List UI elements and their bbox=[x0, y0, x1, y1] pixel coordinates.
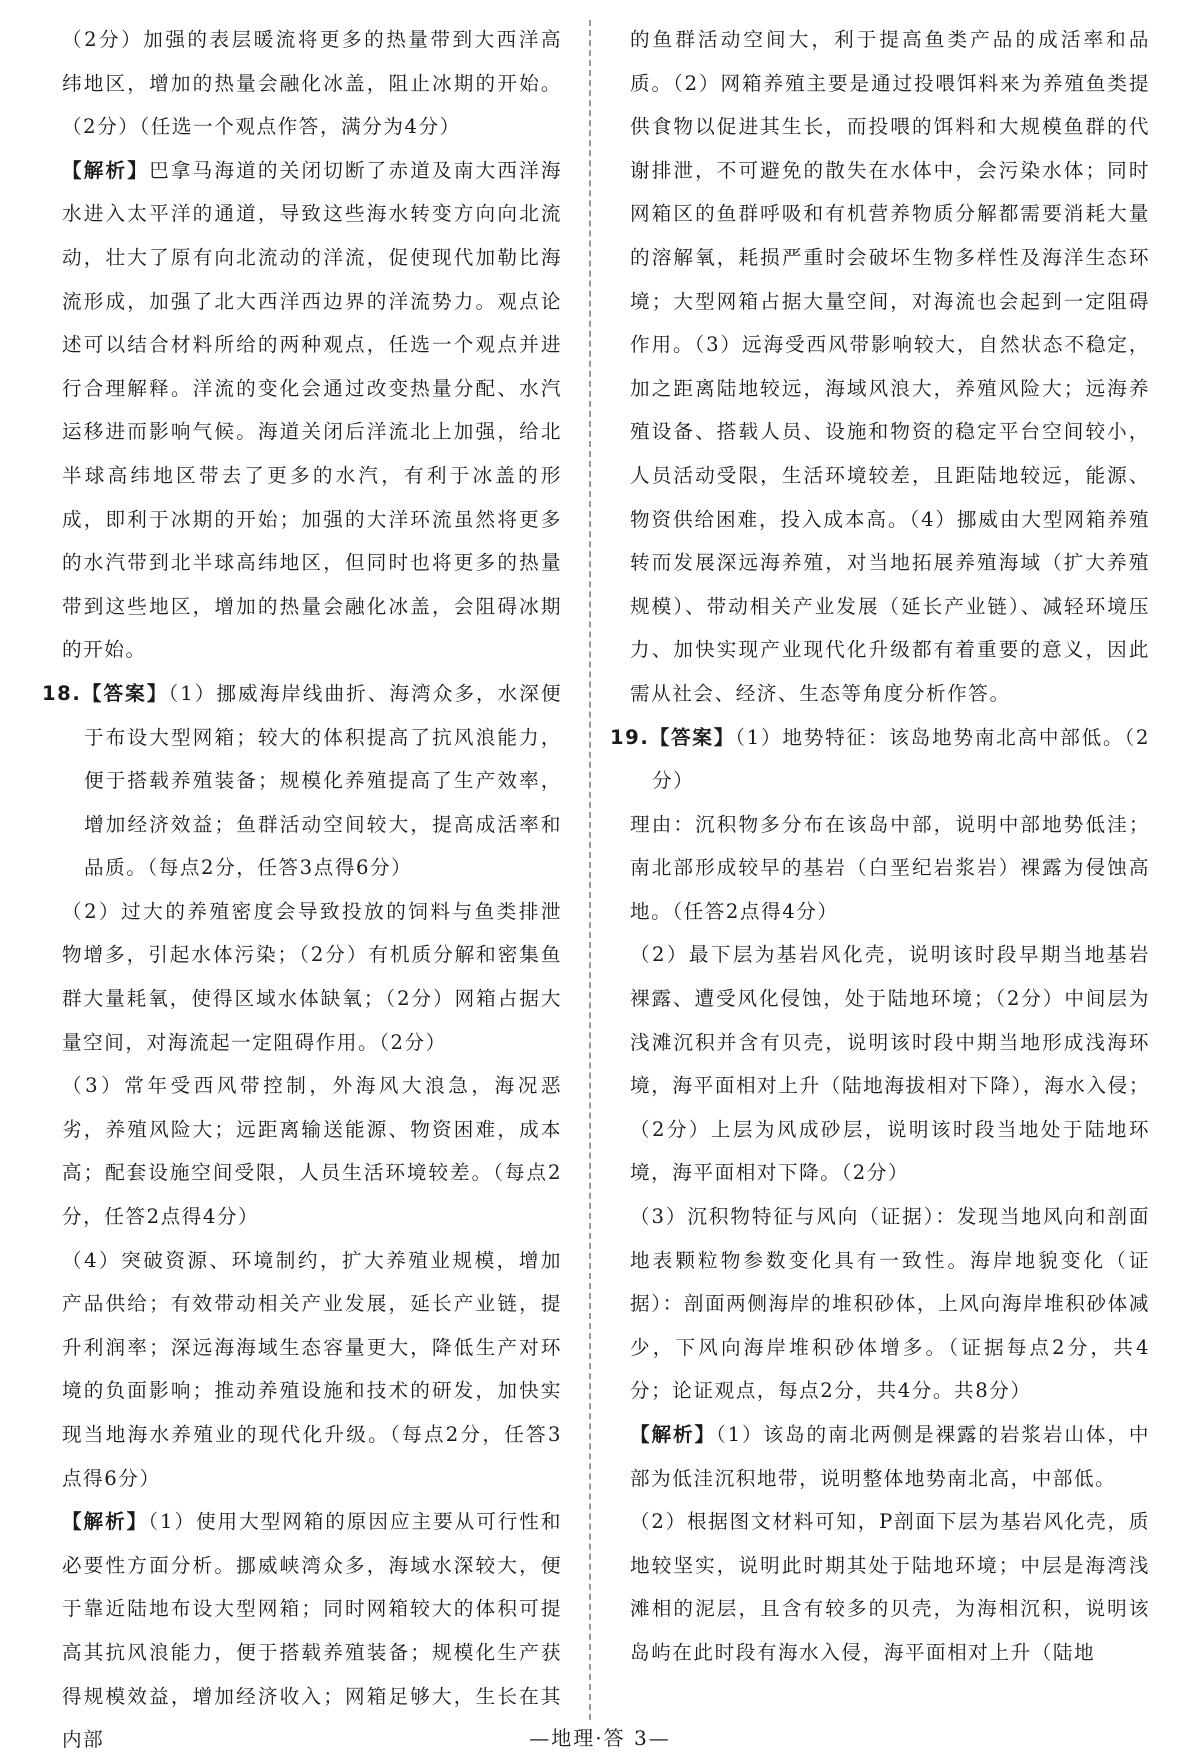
answer-tag: 【答案】 bbox=[649, 725, 736, 749]
q18-number: 18. bbox=[42, 681, 82, 705]
q18-answer-4: （4）突破资源、环境制约，扩大养殖业规模，增加产品供给；有效带动相关产业发展，延长产业链，提升利润率；深远海海域生态容量更大，降低生产对环境的负面影响；推动养殖设施和技术的研发，加快实现当地海水养殖业的现代化升级。（每点2分，任答3点得6分） bbox=[62, 1248, 562, 1490]
answer-tag: 【答案】 bbox=[81, 681, 169, 705]
analysis-tag: 【解析】 bbox=[630, 1423, 716, 1446]
left-column bbox=[42, 18, 562, 1762]
analysis-tag: 【解析】 bbox=[62, 1510, 149, 1534]
q17-answer-tail: （2分）加强的表层暖流将更多的热量带到大西洋高纬地区，增加的热量会融化冰盖，阻止冰期的开始。（2分）（任选一个观点作答，满分为4分） bbox=[62, 28, 562, 139]
q19-answer-1 bbox=[610, 716, 1150, 803]
q17-analysis-text: 巴拿马海道的关闭切断了赤道及南大西洋海水进入太平洋的通道，导致这些海水转变方向向北流动，壮大了原有向北流动的洋流，促使现代加勒比海流形成，加强了北大西洋西边界的洋流势力。观点论述可以结合材料所给的两种观点，任选一个观点并进行合理解释。洋流的变化会通过改变热量分配、水汽运移进而影响气候。海道关闭后洋流北上加强，给北半球高纬地区带去了更多的水汽，有利于冰盖的形成，即利于冰期的开始；加强的大洋环流虽然将更多的水汽带到北半球高纬地区，但同时也将更多的热量带到这些地区，增加的热量会融化冰盖，会阻碍冰期的开始。 bbox=[62, 158, 563, 662]
q18-answer-3: （3）常年受西风带控制，外海风大浪急，海况恶劣，养殖风险大；远距离输送能源、物资困难，成本高；配套设施空间受限，人员生活环境较差。（每点2分，任答2点得4分） bbox=[62, 1074, 562, 1229]
q18-answer-1 bbox=[42, 672, 562, 890]
q18-analysis-cont: 的鱼群活动空间大，利于提高鱼类产品的成活率和品质。（2）网箱养殖主要是通过投喂饵料来为养殖鱼类提供食物以促进其生长，而投喂的饵料和大规模鱼群的代谢排泄，不可避免的散失在水体中，会污染水体；同时网箱区的鱼群呼吸和有机营养物质分解都需要消耗大量的溶解氧，耗损严重时会破坏生物多样性及海洋生态环境；大型网箱占据大量空间，对海流也会起到一定阻碍作用。（3）远海受西风带影响较大，自然状态不稳定，加之距离陆地较远，海域风浪大，养殖风险大；远海养殖设备、搭载人员、设施和物资的稳定平台空间较小，人员活动受限，生活环境较差，且距陆地较远，能源、物资供给困难，投入成本高。（4）挪威由大型网箱养殖转而发展深远海养殖，对当地拓展养殖海域（扩大养殖规模）、带动相关产业发展（延长产业链）、减轻环境压力、加快实现产业现代化升级都有着重要的意义，因此需从社会、经济、生态等角度分析作答。 bbox=[630, 28, 1150, 705]
q19-analysis-2: （2）根据图文材料可知，P剖面下层为基岩风化壳，质地较坚实，说明此时期其处于陆地环境；中层是海湾浅滩相的泥层，且含有较多的贝壳，为海相沉积，说明该岛屿在此时段有海水入侵，海平面相对上升（陆地 bbox=[630, 1510, 1150, 1664]
q17-analysis bbox=[42, 149, 562, 672]
q18-answer-1-text: （1）挪威海岸线曲折、海湾众多，水深便于布设大型网箱；较大的体积提高了抗风浪能力，便于搭载养殖装备；规模化养殖提高了生产效率，增加经济效益；鱼群活动空间较大，提高成活率和品质。（每点2分，任答3点得6分） bbox=[84, 681, 563, 880]
column-divider bbox=[589, 20, 591, 1720]
q19-number: 19. bbox=[610, 725, 650, 749]
page-footer: —地理·答 3— bbox=[529, 1726, 671, 1750]
q19-answer-3: （3）沉积物特征与风向（证据）：发现当地风向和剖面地表颗粒物参数变化具有一致性。海岸地貌变化（证据）：剖面两侧海岸的堆积砂体，上风向海岸堆积砂体减少，下风向海岸堆积砂体增多。（证据每点2分，共4分；论证观点，每点2分，共4分。共8分） bbox=[630, 1205, 1150, 1403]
q19-answer-2: （2）最下层为基岩风化壳，说明该时段早期当地基岩裸露、遭受风化侵蚀，处于陆地环境；（2分）中间层为浅滩沉积并含有贝壳，说明该时段中期当地形成浅海环境，海平面相对上升（陆地海拔相对下降），海水入侵；（2分）上层为风成砂层，说明该时段当地处于陆地环境，海平面相对下降。（2分） bbox=[630, 943, 1150, 1185]
q19-analysis-1-text: （1）该岛的南北两侧是裸露的岩浆岩山体，中部为低洼沉积地带，说明整体地势南北高，中部低。 bbox=[630, 1423, 1150, 1490]
q19-answer-1-reason: 理由：沉积物多分布在该岛中部，说明中部地势低洼；南北部形成较早的基岩（白垩纪岩浆岩）裸露为侵蚀高地。（任答2点得4分） bbox=[630, 812, 1150, 923]
q19-answer-1-text: （1）地势特征：该岛地势南北高中部低。（2分） bbox=[652, 725, 1150, 793]
q18-analysis-text: （1）使用大型网箱的原因应主要从可行性和必要性方面分析。挪威峡湾众多，海域水深较大，便于靠近陆地布设大型网箱；同时网箱较大的体积可提高其抗风浪能力，便于搭载养殖装备；规模化生产获得规模效益，增加经济收入；网箱足够大，生长在其内部 bbox=[62, 1510, 563, 1752]
right-column bbox=[610, 18, 1150, 1675]
q19-analysis-1 bbox=[610, 1413, 1150, 1500]
q18-answer-2: （2）过大的养殖密度会导致投放的饲料与鱼类排泄物增多，引起水体污染；（2分）有机质分解和密集鱼群大量耗氧，使得区域水体缺氧；（2分）网箱占据大量空间，对海流起一定阻碍作用。（2分） bbox=[62, 899, 562, 1054]
analysis-tag: 【解析】 bbox=[62, 158, 150, 182]
